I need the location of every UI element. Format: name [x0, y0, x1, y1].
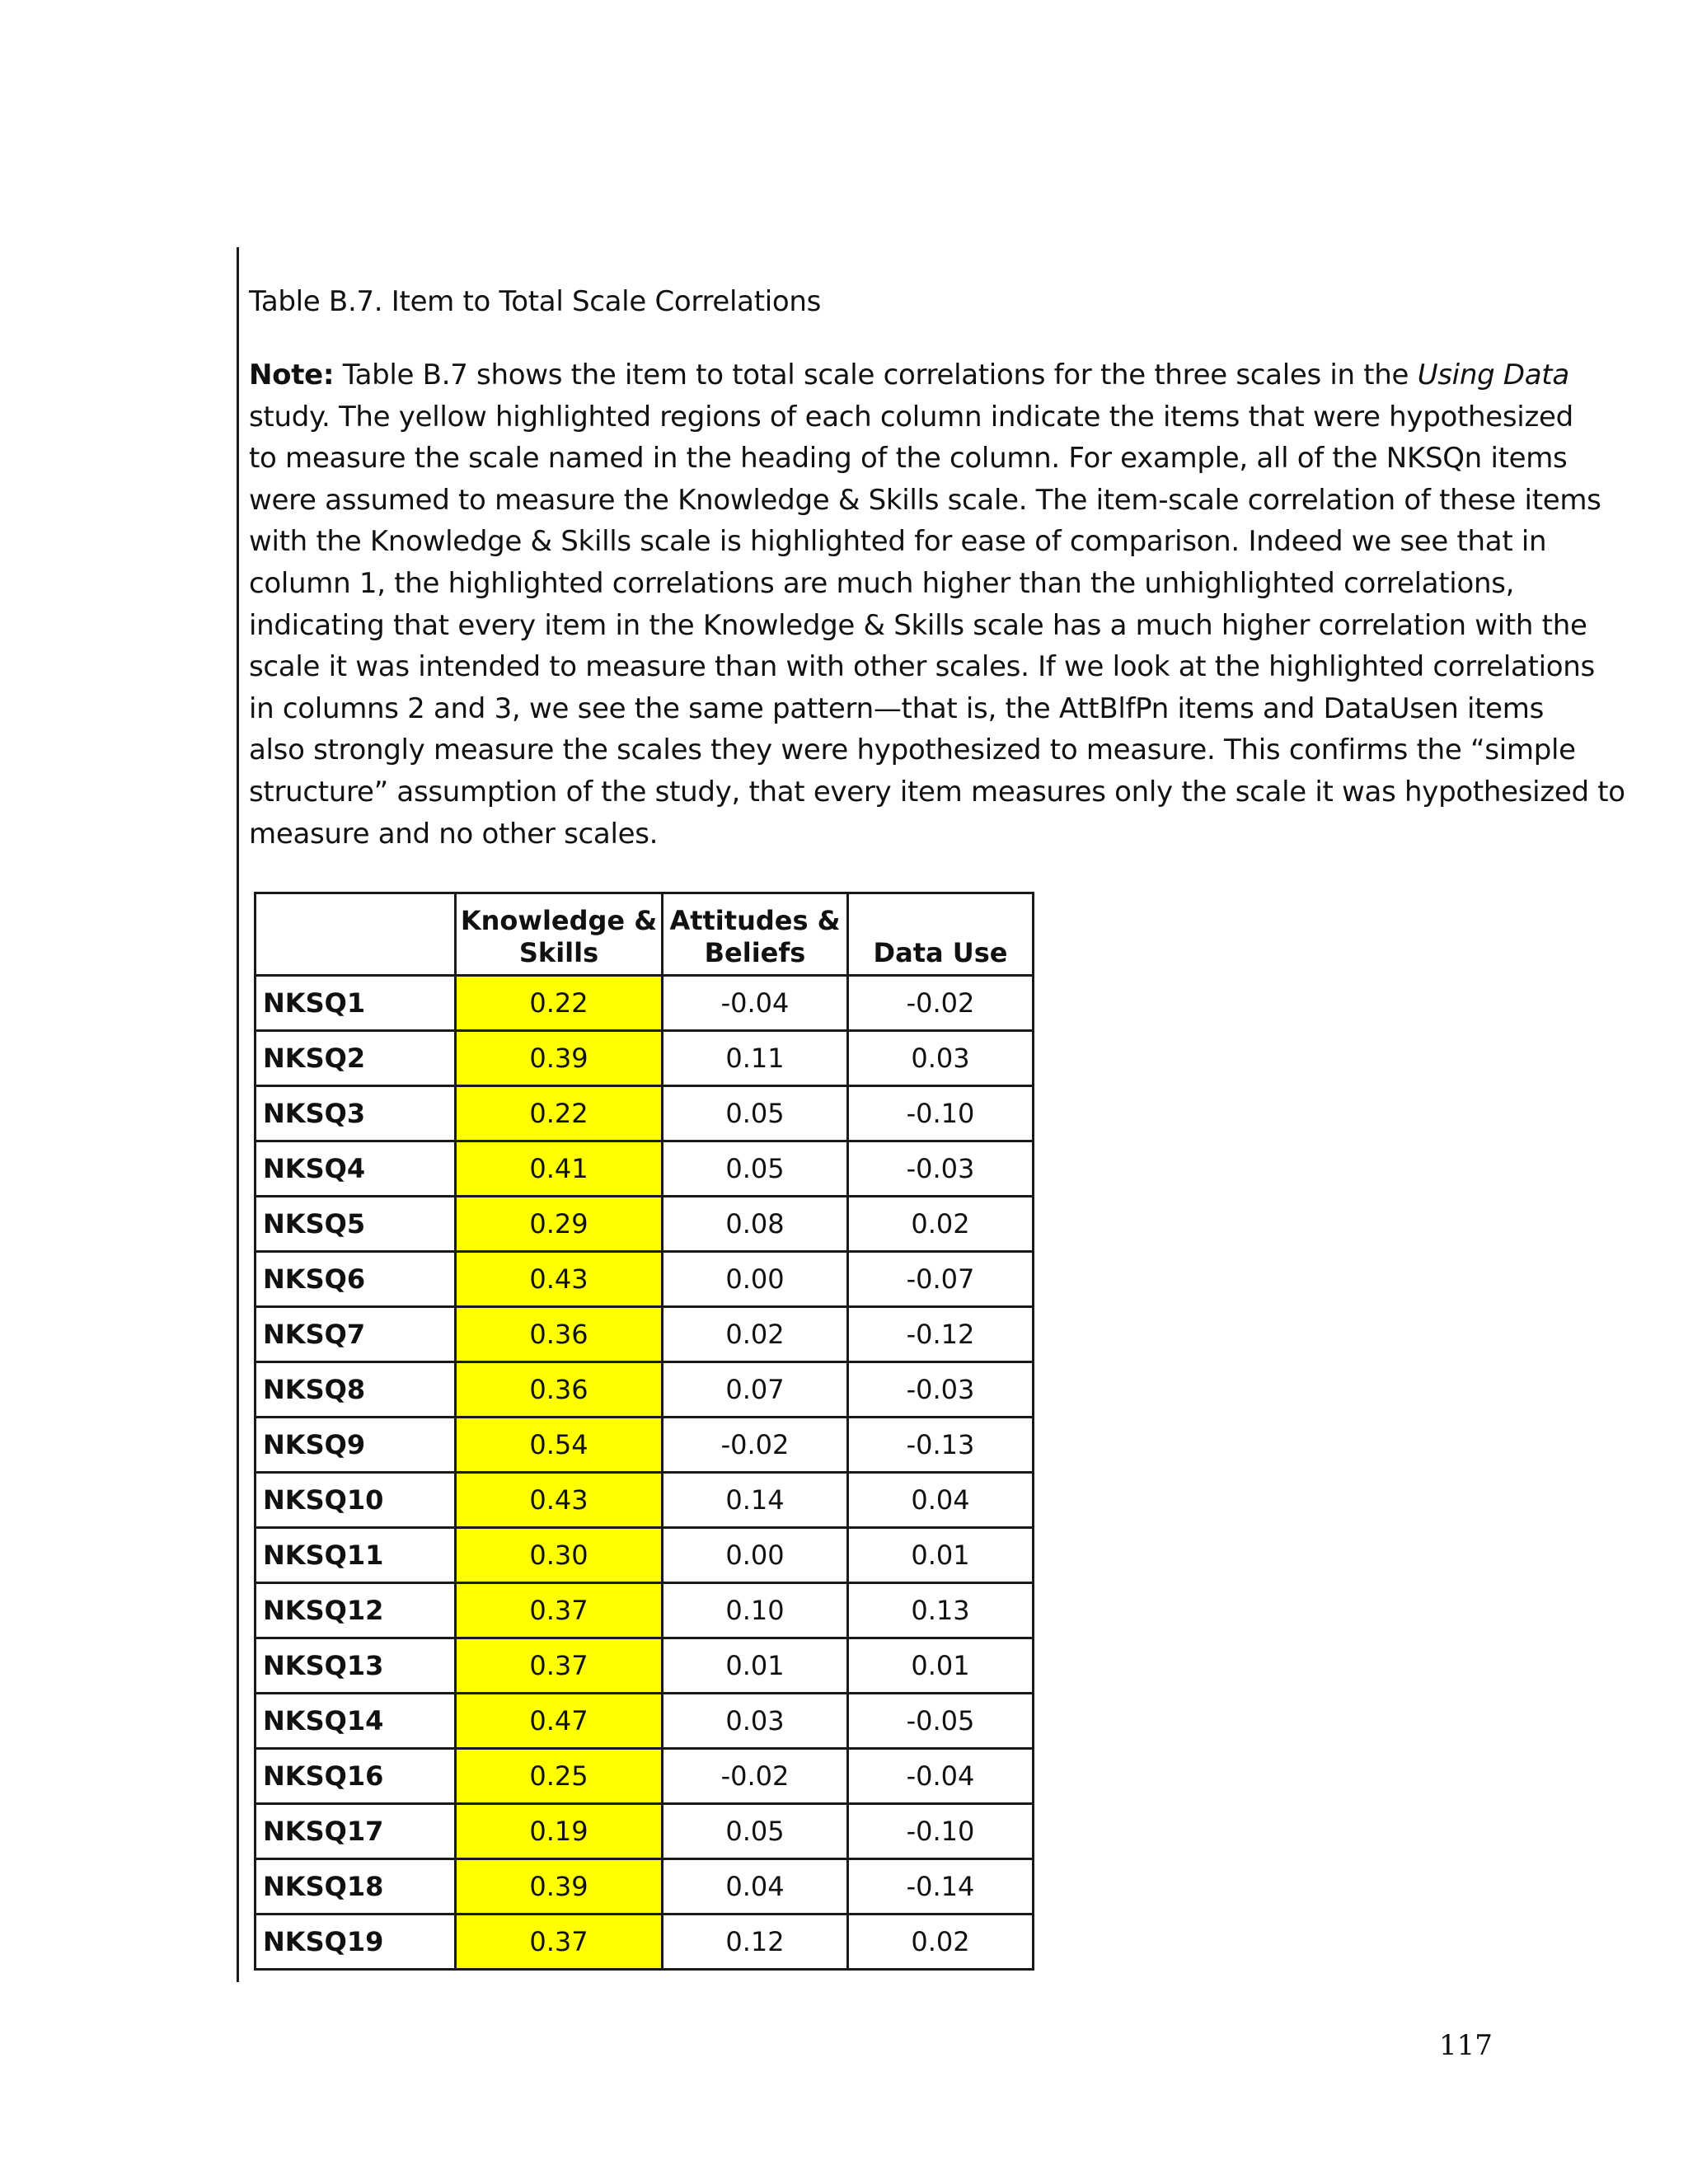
knowledge-skills-value: 0.47 — [456, 1694, 663, 1749]
attitudes-beliefs-value: -0.02 — [663, 1749, 848, 1804]
attitudes-beliefs-value: 0.05 — [663, 1804, 848, 1859]
data-use-value: -0.03 — [848, 1141, 1034, 1197]
data-use-value: 0.02 — [848, 1197, 1034, 1252]
attitudes-beliefs-value: 0.00 — [663, 1528, 848, 1583]
note-line: structure” assumption of the study, that every item measures only the scale it was hypothesized to — [249, 775, 1625, 808]
item-label: NKSQ2 — [256, 1031, 456, 1086]
table-row — [256, 1694, 1034, 1749]
data-use-value: -0.07 — [848, 1252, 1034, 1307]
knowledge-skills-value: 0.54 — [456, 1418, 663, 1473]
attitudes-beliefs-value: 0.05 — [663, 1086, 848, 1141]
table-row — [256, 1141, 1034, 1197]
header-knowledge-skills — [456, 893, 663, 976]
knowledge-skills-value: 0.29 — [456, 1197, 663, 1252]
header-attitudes-beliefs-line-1: Attitudes & — [669, 905, 841, 936]
table-row — [256, 1197, 1034, 1252]
table-row — [256, 1252, 1034, 1307]
item-label: NKSQ8 — [256, 1362, 456, 1418]
attitudes-beliefs-value: 0.14 — [663, 1473, 848, 1528]
attitudes-beliefs-value: 0.05 — [663, 1141, 848, 1197]
attitudes-beliefs-value: -0.02 — [663, 1418, 848, 1473]
data-use-value: -0.03 — [848, 1362, 1034, 1418]
item-label: NKSQ11 — [256, 1528, 456, 1583]
data-use-value: -0.14 — [848, 1859, 1034, 1915]
data-use-value: 0.13 — [848, 1583, 1034, 1638]
knowledge-skills-value: 0.37 — [456, 1638, 663, 1694]
attitudes-beliefs-value: 0.10 — [663, 1583, 848, 1638]
item-label: NKSQ9 — [256, 1418, 456, 1473]
item-label: NKSQ17 — [256, 1804, 456, 1859]
item-label: NKSQ16 — [256, 1749, 456, 1804]
note-line: scale it was intended to measure than with other scales. If we look at the highlighted correlations — [249, 650, 1595, 684]
knowledge-skills-value: 0.22 — [456, 976, 663, 1031]
note-line: study. The yellow highlighted regions of each column indicate the items that were hypothesized — [249, 400, 1573, 434]
table-row — [256, 1638, 1034, 1694]
table-row — [256, 1528, 1034, 1583]
item-label: NKSQ3 — [256, 1086, 456, 1141]
item-label: NKSQ5 — [256, 1197, 456, 1252]
item-label: NKSQ1 — [256, 976, 456, 1031]
table-row — [256, 1859, 1034, 1915]
attitudes-beliefs-value: 0.00 — [663, 1252, 848, 1307]
knowledge-skills-value: 0.19 — [456, 1804, 663, 1859]
table-row — [256, 1307, 1034, 1362]
item-label: NKSQ6 — [256, 1252, 456, 1307]
note-line: in columns 2 and 3, we see the same pattern—that is, the AttBlfPn items and DataUsen items — [249, 691, 1545, 725]
note-line-1-text: Table B.7 shows the item to total scale correlations for the three scales in the — [334, 359, 1418, 391]
header-attitudes-beliefs-line-2: Beliefs — [704, 937, 806, 968]
item-label: NKSQ14 — [256, 1694, 456, 1749]
note-line: measure and no other scales. — [249, 817, 659, 851]
table-header-row — [256, 893, 1034, 976]
data-use-value: -0.02 — [848, 976, 1034, 1031]
note-line: to measure the scale named in the heading of the column. For example, all of the NKSQn items — [249, 442, 1568, 476]
attitudes-beliefs-value: 0.02 — [663, 1307, 848, 1362]
note-line: with the Knowledge & Skills scale is highlighted for ease of comparison. Indeed we see that in — [249, 525, 1547, 559]
header-stub — [256, 893, 456, 976]
page-number: 117 — [1439, 2029, 1493, 2062]
knowledge-skills-value: 0.30 — [456, 1528, 663, 1583]
data-use-value: 0.01 — [848, 1638, 1034, 1694]
table-row — [256, 1362, 1034, 1418]
data-use-value: -0.10 — [848, 1804, 1034, 1859]
knowledge-skills-value: 0.39 — [456, 1031, 663, 1086]
item-label: NKSQ10 — [256, 1473, 456, 1528]
attitudes-beliefs-value: 0.12 — [663, 1915, 848, 1970]
data-use-value: 0.03 — [848, 1031, 1034, 1086]
knowledge-skills-value: 0.43 — [456, 1473, 663, 1528]
data-use-value: 0.02 — [848, 1915, 1034, 1970]
table-row — [256, 1086, 1034, 1141]
table-row — [256, 1031, 1034, 1086]
data-use-value: -0.04 — [848, 1749, 1034, 1804]
knowledge-skills-value: 0.37 — [456, 1915, 663, 1970]
header-knowledge-skills-line-2: Skills — [518, 937, 599, 968]
knowledge-skills-value: 0.22 — [456, 1086, 663, 1141]
knowledge-skills-value: 0.36 — [456, 1362, 663, 1418]
item-label: NKSQ19 — [256, 1915, 456, 1970]
attitudes-beliefs-value: 0.07 — [663, 1362, 848, 1418]
header-knowledge-skills-line-1: Knowledge & — [460, 905, 658, 936]
table-row — [256, 1804, 1034, 1859]
margin-rule — [237, 247, 239, 1982]
item-label: NKSQ7 — [256, 1307, 456, 1362]
note-line: indicating that every item in the Knowledge & Skills scale has a much higher correlation with the — [249, 608, 1587, 642]
item-label: NKSQ13 — [256, 1638, 456, 1694]
note-line: were assumed to measure the Knowledge & Skills scale. The item-scale correlation of these items — [249, 483, 1601, 517]
knowledge-skills-value: 0.41 — [456, 1141, 663, 1197]
note-line: column 1, the highlighted correlations are much higher than the unhighlighted correlations, — [249, 566, 1515, 600]
attitudes-beliefs-value: 0.08 — [663, 1197, 848, 1252]
knowledge-skills-value: 0.43 — [456, 1252, 663, 1307]
attitudes-beliefs-value: 0.03 — [663, 1694, 848, 1749]
note-lead: Note: — [249, 359, 335, 391]
table-row — [256, 1749, 1034, 1804]
data-use-value: 0.01 — [848, 1528, 1034, 1583]
data-use-value: -0.05 — [848, 1694, 1034, 1749]
attitudes-beliefs-value: 0.01 — [663, 1638, 848, 1694]
attitudes-beliefs-value: 0.04 — [663, 1859, 848, 1915]
table-note — [249, 354, 1625, 855]
study-title: Using Data — [1417, 359, 1569, 391]
knowledge-skills-value: 0.36 — [456, 1307, 663, 1362]
item-label: NKSQ18 — [256, 1859, 456, 1915]
table-row — [256, 1473, 1034, 1528]
knowledge-skills-value: 0.25 — [456, 1749, 663, 1804]
table-row — [256, 1583, 1034, 1638]
knowledge-skills-value: 0.37 — [456, 1583, 663, 1638]
table-row — [256, 1418, 1034, 1473]
note-line-1 — [249, 354, 1569, 396]
attitudes-beliefs-value: -0.04 — [663, 976, 848, 1031]
data-use-value: -0.12 — [848, 1307, 1034, 1362]
knowledge-skills-value: 0.39 — [456, 1859, 663, 1915]
header-attitudes-beliefs — [663, 893, 848, 976]
data-use-value: 0.04 — [848, 1473, 1034, 1528]
table-body — [256, 976, 1034, 1970]
header-data-use: Data Use — [848, 893, 1034, 976]
item-label: NKSQ4 — [256, 1141, 456, 1197]
correlation-table — [254, 892, 1034, 1971]
data-use-value: -0.10 — [848, 1086, 1034, 1141]
table-caption: Table B.7. Item to Total Scale Correlations — [249, 285, 822, 318]
item-label: NKSQ12 — [256, 1583, 456, 1638]
note-line: also strongly measure the scales they were hypothesized to measure. This confirms the “simple — [249, 733, 1576, 767]
table-row — [256, 1915, 1034, 1970]
data-use-value: -0.13 — [848, 1418, 1034, 1473]
attitudes-beliefs-value: 0.11 — [663, 1031, 848, 1086]
table-row — [256, 976, 1034, 1031]
